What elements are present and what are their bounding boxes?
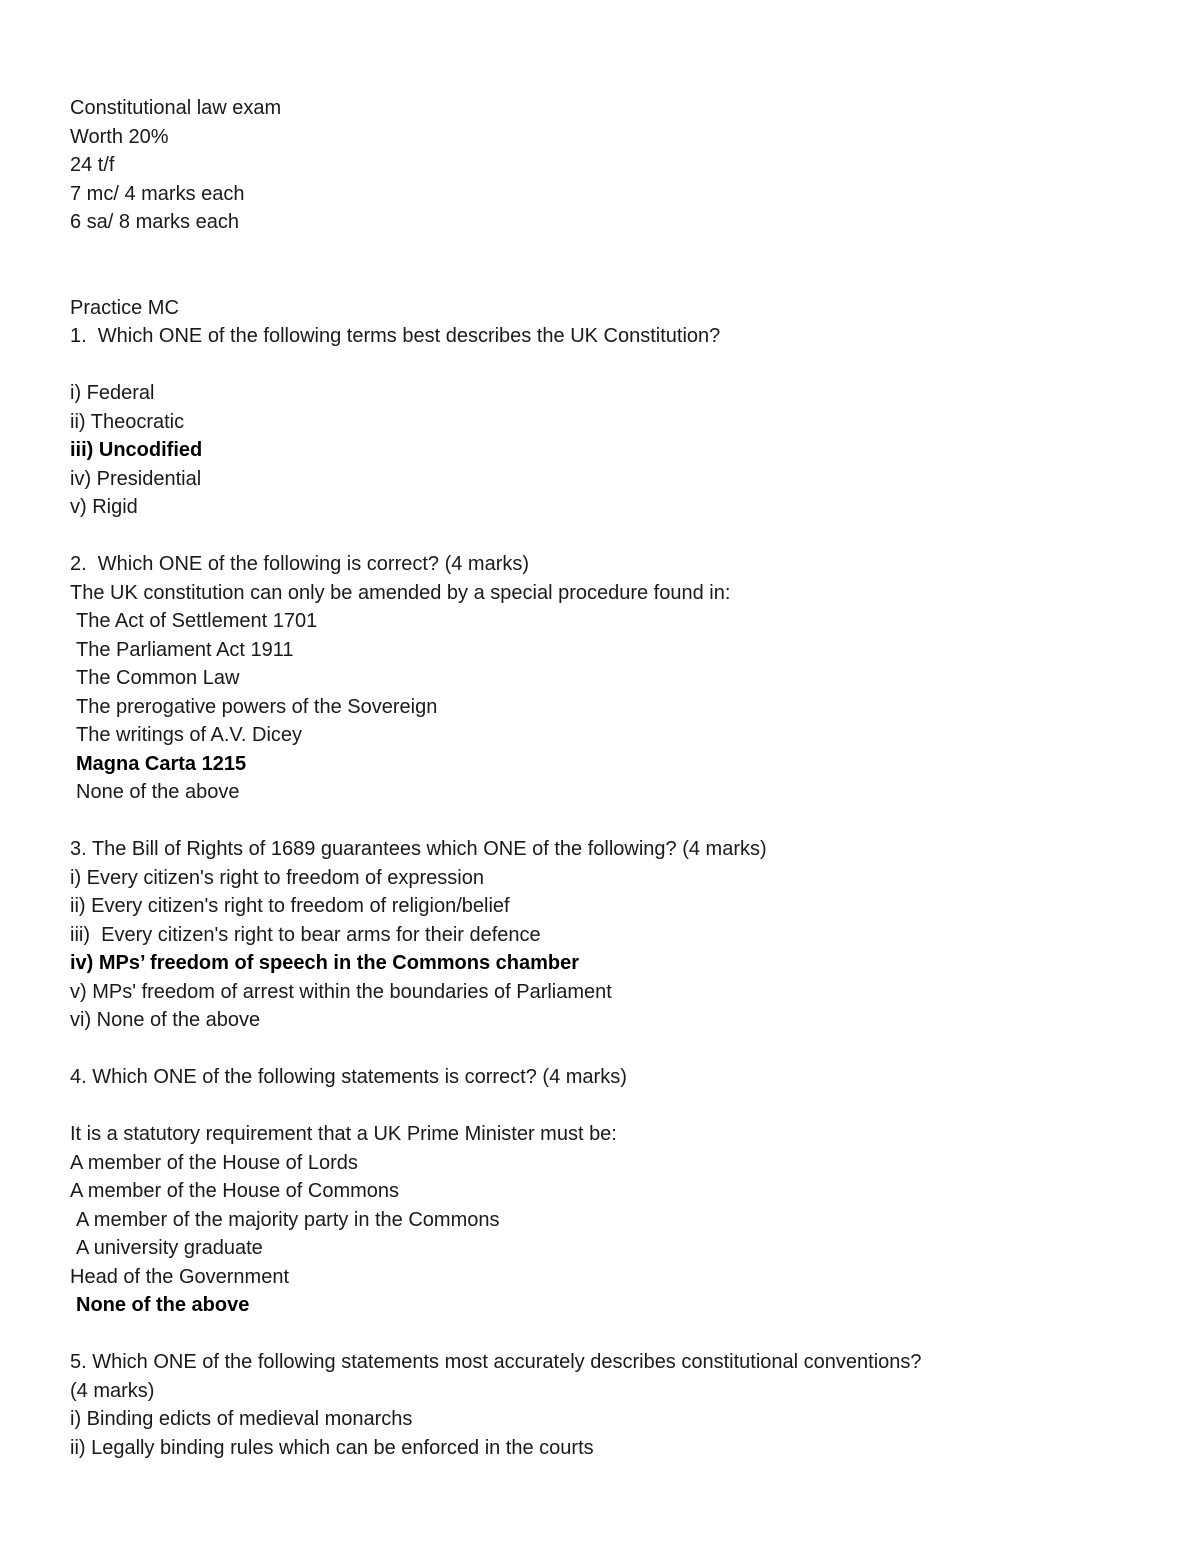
q2-option: The Common Law [76,667,240,689]
q4-option: A member of the majority party in the Commons [76,1208,500,1231]
q1-option: i) Federal [70,382,155,404]
q1-option: v) Rigid [70,496,138,518]
exam-tf-count: 24 t/f [70,154,115,176]
q5-option: i) Binding edicts of medieval monarchs [70,1408,413,1430]
exam-mc-count: 7 mc/ 4 marks each [70,182,245,205]
q1-question: 1. Which ONE of the following terms best describes the UK Constitution? [70,325,721,347]
document-body [70,94,1150,1462]
q2-option: None of the above [76,781,240,803]
spacer [70,807,1150,836]
q3-question: 3. The Bill of Rights of 1689 guarantees which ONE of the following? (4 marks) [70,838,767,860]
spacer [70,1320,1150,1349]
q3-option-answer: iv) MPs’ freedom of speech in the Commons chamber [70,952,580,974]
q5-question: 5. Which ONE of the following statements most accurately describes constitutional conventions? [70,1351,922,1373]
q2-option: The prerogative powers of the Sovereign [76,695,438,718]
q3-option: i) Every citizen's right to freedom of expression [70,866,484,889]
q3-option: v) MPs' freedom of arrest within the boundaries of Parliament [70,980,612,1003]
q4-question: 4. Which ONE of the following statements is correct? (4 marks) [70,1066,627,1088]
spacer [70,1035,1150,1064]
spacer [70,522,1150,551]
doc-title: Constitutional law exam [70,97,282,119]
q4-option-answer: None of the above [76,1294,250,1316]
practice-heading: Practice MC [70,296,179,319]
q4-option: A university graduate [76,1237,263,1259]
exam-sa-count: 6 sa/ 8 marks each [70,211,239,233]
q4-option: A member of the House of Commons [70,1180,400,1202]
q2-option: The Act of Settlement 1701 [76,610,318,632]
spacer [70,351,1150,380]
q4-option: A member of the House of Lords [70,1151,358,1174]
q2-stem: The UK constitution can only be amended by a special procedure found in: [70,581,731,604]
q3-option: vi) None of the above [70,1009,261,1031]
q2-option-answer: Magna Carta 1215 [76,752,247,775]
q4-stem: It is a statutory requirement that a UK Prime Minister must be: [70,1123,617,1145]
q4-option: Head of the Government [70,1265,290,1288]
q5-question-marks: (4 marks) [70,1379,155,1402]
q3-option: iii) Every citizen's right to bear arms for their defence [70,923,541,946]
exam-weight: Worth 20% [70,125,169,148]
q2-option: The Parliament Act 1911 [76,638,294,661]
q5-option: ii) Legally binding rules which can be enforced in the courts [70,1436,594,1459]
q2-question: 2. Which ONE of the following is correct? (4 marks) [70,553,530,575]
q1-option: ii) Theocratic [70,410,185,433]
q1-option: iv) Presidential [70,467,202,490]
spacer [70,1092,1150,1121]
q3-option: ii) Every citizen's right to freedom of religion/belief [70,895,510,917]
spacer [70,237,1150,294]
q1-option-answer: iii) Uncodified [70,439,203,461]
q2-option: The writings of A.V. Dicey [76,724,303,746]
